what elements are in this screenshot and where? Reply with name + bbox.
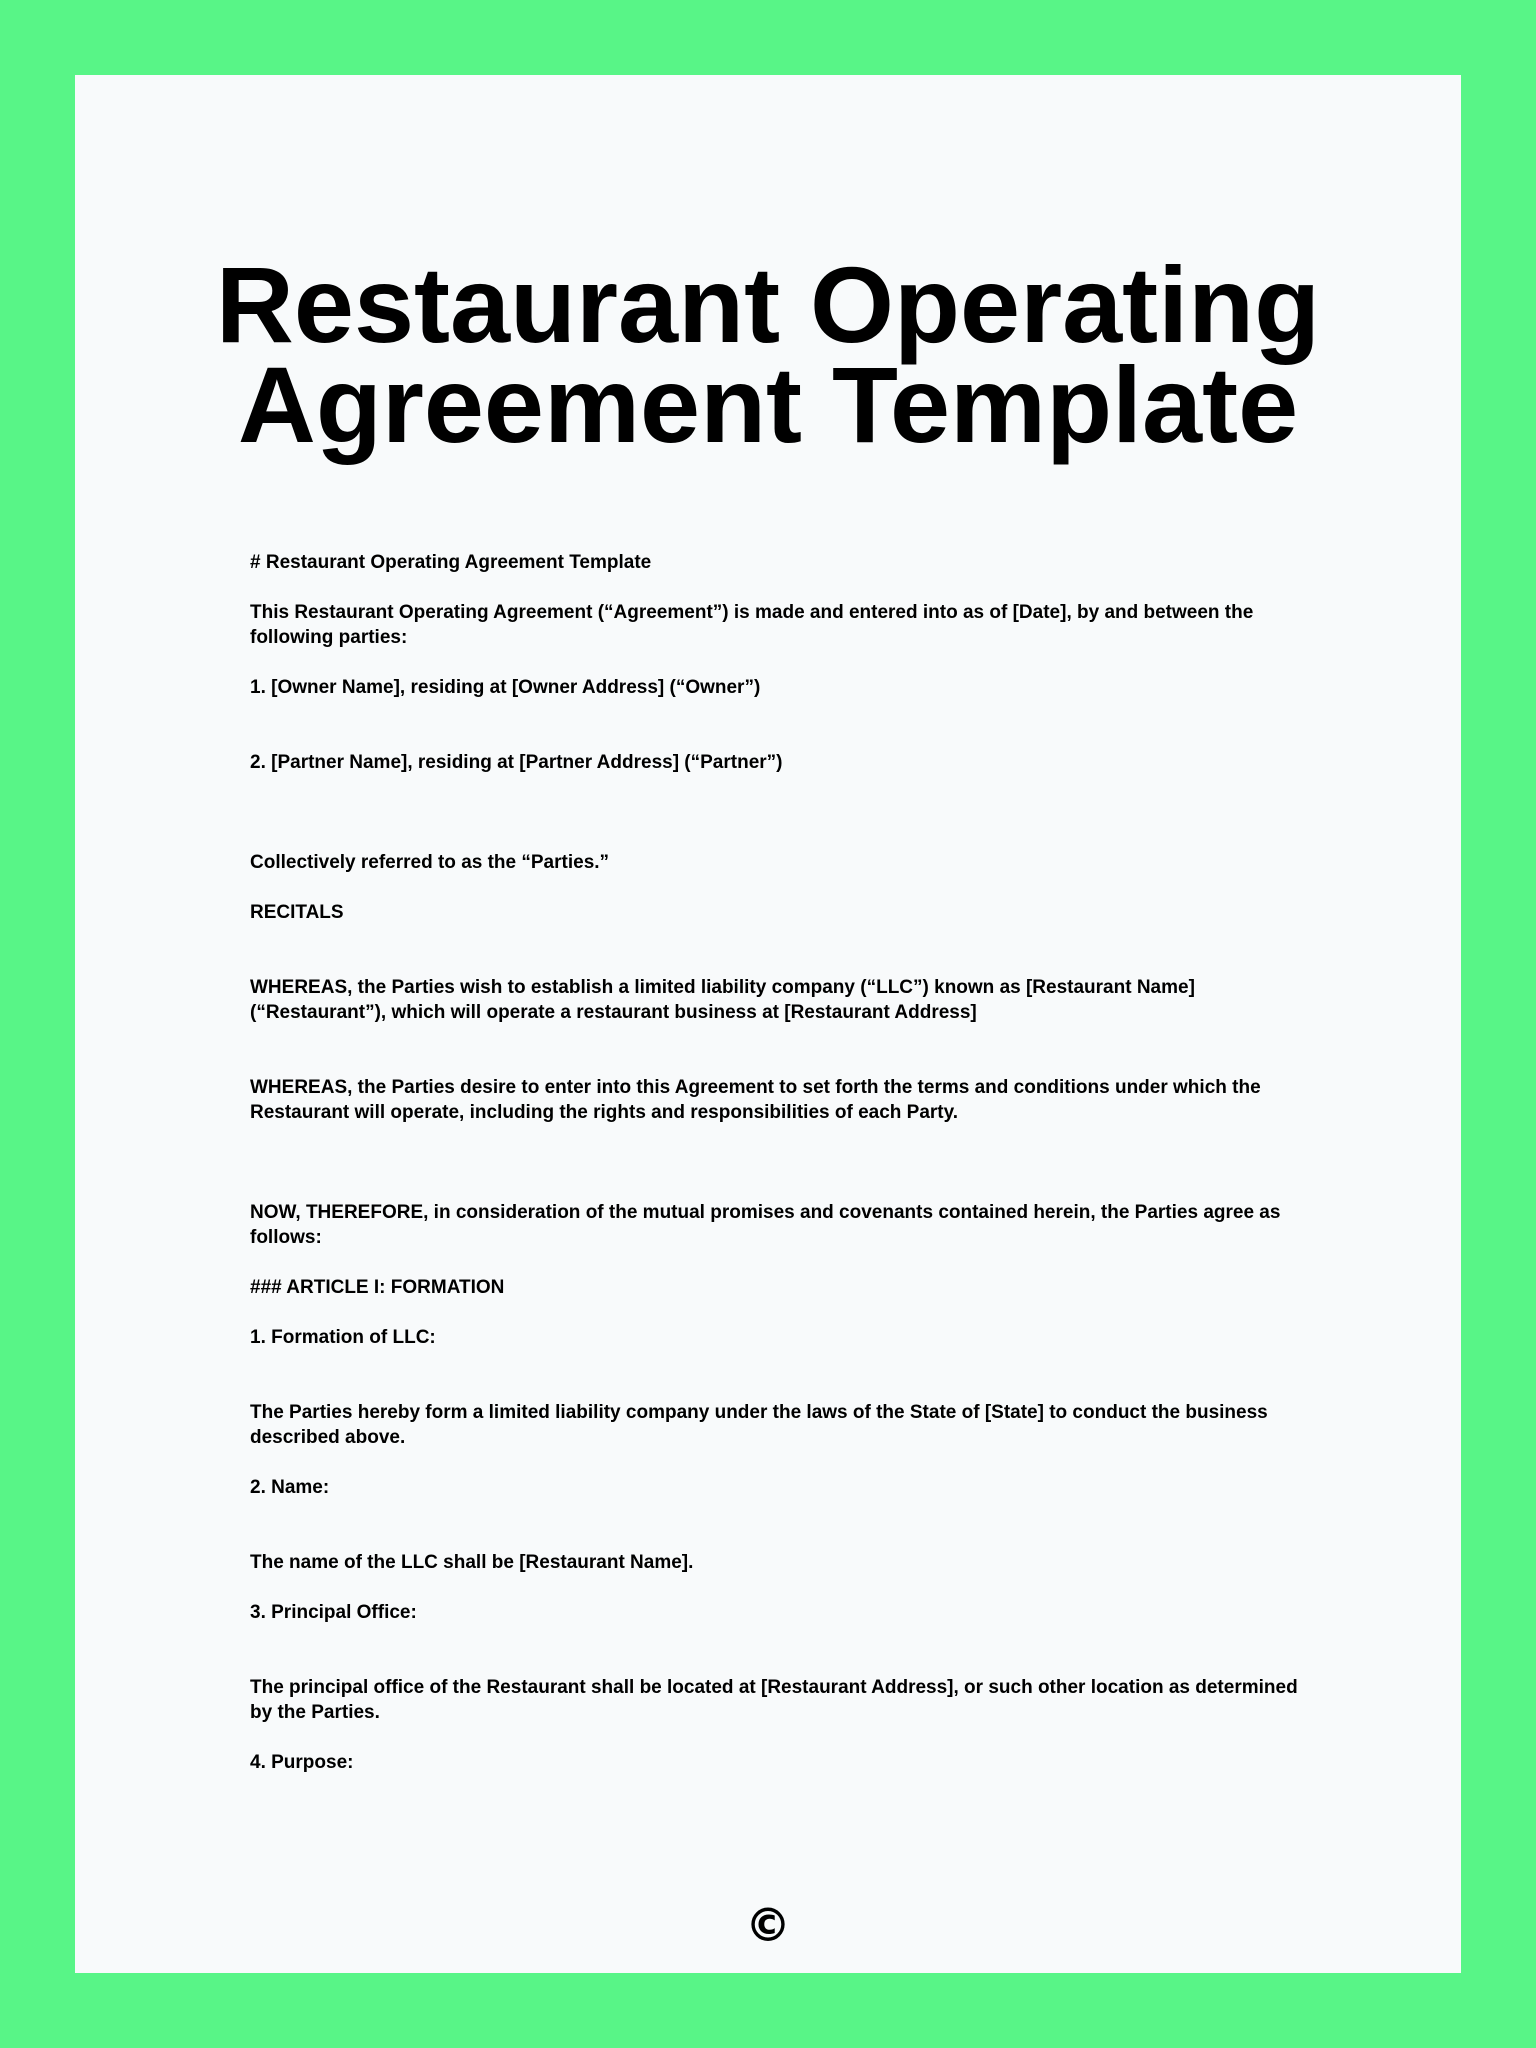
recitals-heading: RECITALS — [250, 902, 344, 923]
copyright-icon: © — [745, 1898, 791, 1952]
section-name-text: The name of the LLC shall be [Restaurant Name]. — [250, 1552, 694, 1573]
intro-paragraph: This Restaurant Operating Agreement (“Agreement”) is made and entered into as of [Date], by and between the following parties: — [250, 602, 1254, 648]
document-title — [0, 244, 1536, 465]
party-partner: 2. [Partner Name], residing at [Partner Address] (“Partner”) — [250, 752, 783, 773]
article-heading: ### ARTICLE I: FORMATION — [250, 1277, 505, 1298]
party-owner: 1. [Owner Name], residing at [Owner Address] (“Owner”) — [250, 677, 761, 698]
whereas-paragraph-2: WHEREAS, the Parties desire to enter into this Agreement to set forth the terms and conditions under which the Restaurant will operate, including the rights and responsibilities of each Party. — [250, 1077, 1261, 1123]
now-therefore-paragraph: NOW, THEREFORE, in consideration of the mutual promises and covenants contained herein, the Parties agree as follows: — [250, 1202, 1281, 1248]
section-formation-heading: 1. Formation of LLC: — [250, 1327, 436, 1348]
section-name-heading: 2. Name: — [250, 1477, 330, 1498]
title-line-2: Agreement Template — [237, 344, 1299, 465]
section-office-text: The principal office of the Restaurant shall be located at [Restaurant Address], or such other location as determined by the Parties. — [250, 1677, 1298, 1723]
whereas-paragraph-1: WHEREAS, the Parties wish to establish a limited liability company (“LLC”) known as [Restaurant Name] (“Restaurant”), which will operate a restaurant business at [Restaurant Address] — [250, 977, 1195, 1023]
parties-note: Collectively referred to as the “Parties.” — [250, 852, 610, 873]
markdown-heading: # Restaurant Operating Agreement Template — [250, 552, 652, 573]
section-formation-text: The Parties hereby form a limited liability company under the laws of the State of [State] to conduct the business described above. — [250, 1402, 1268, 1448]
section-office-heading: 3. Principal Office: — [250, 1602, 417, 1623]
section-purpose-heading: 4. Purpose: — [250, 1752, 354, 1773]
title-line-1: Restaurant Operating — [215, 244, 1321, 365]
